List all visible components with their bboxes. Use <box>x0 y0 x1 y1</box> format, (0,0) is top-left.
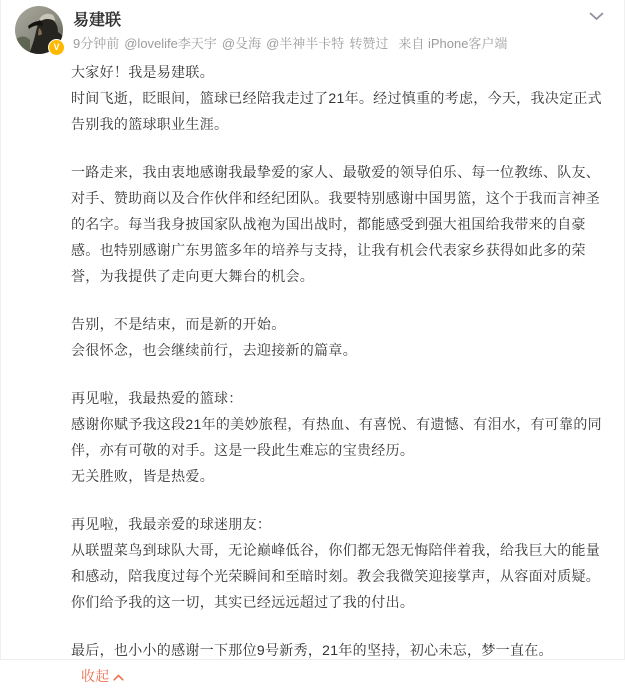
verified-badge-icon: V <box>48 39 65 56</box>
avatar[interactable] <box>15 6 63 54</box>
post-paragraph: 感谢你赋予我这段21年的美妙旅程，有热血、有喜悦、有遗憾、有泪水，有可靠的同伴，亦有可敬的对手。这是一段此生难忘的宝贵经历。 <box>71 416 602 458</box>
post-paragraph: 一路走来，我由衷地感谢我最挚爱的家人、最敬爱的领导伯乐、每一位教练、队友、对手、赞助商以及合作伙伴和经纪团队。我要特别感谢中国男篮，这个于我而言神圣的名字。每当我身披国家队战袍为国出战时，都能感受到强大祖国给我带来的自豪感。也特别感谢广东男篮多年的培养与支持，让我有机会代表家乡获得如此多的荣誉，为我提供了走向更大舞台的机会。 <box>71 164 601 284</box>
mention-link[interactable]: @半神半卡特 <box>266 36 345 51</box>
content-group <box>71 59 602 137</box>
post-menu-button[interactable] <box>586 7 606 25</box>
post-source[interactable]: 来自 iPhone客户端 <box>398 36 508 51</box>
content-group <box>71 159 602 289</box>
content-group <box>71 511 602 615</box>
mention-link[interactable]: @lovelife李天宇 <box>124 36 217 51</box>
post-paragraph: 无关胜败，皆是热爱。 <box>71 468 214 484</box>
post-paragraph: 告别，不是结束，而是新的开始。 <box>71 316 286 332</box>
chevron-up-icon <box>113 674 124 681</box>
post-header <box>1 0 624 59</box>
mention-link[interactable]: @殳海 <box>221 36 262 51</box>
post-meta <box>73 36 507 52</box>
collapse-label: 收起 <box>81 668 110 684</box>
content-group <box>71 385 602 489</box>
content-group <box>71 637 602 689</box>
post-paragraph: 时间飞逝，眨眼间，篮球已经陪我走过了21年。经过慎重的考虑，今天，我决定正式告别我的篮球职业生涯。 <box>71 90 602 132</box>
user-block <box>73 11 507 52</box>
post-paragraph: 最后，也小小的感谢一下那位9号新秀，21年的坚持，初心未忘，梦一直在。 收起 <box>71 637 602 689</box>
collapse-link[interactable] <box>81 663 124 689</box>
author-name[interactable]: 易建联 <box>73 12 122 29</box>
post-paragraph: 再见啦，我最亲爱的球迷朋友： <box>71 516 272 532</box>
post-paragraph: 会很怀念，也会继续前行，去迎接新的篇章。 <box>71 342 357 358</box>
post-content <box>1 59 624 689</box>
post-time: 9分钟前 <box>73 36 120 51</box>
post-paragraph: 再见啦，我最热爱的篮球： <box>71 390 243 406</box>
post-paragraph: 从联盟菜鸟到球队大哥，无论巅峰低谷，你们都无怨无悔陪伴着我，给我巨大的能量和感动，陪我度过每个光荣瞬间和至暗时刻。教会我微笑迎接掌声，从容面对质疑。你们给予我的这一切，其实已经远远超过了我的付出。 <box>71 542 601 610</box>
content-group <box>71 311 602 363</box>
chevron-down-icon <box>589 12 604 21</box>
repost-note: 转赞过 <box>349 36 389 51</box>
post-paragraph: 大家好！我是易建联。 <box>71 64 214 80</box>
